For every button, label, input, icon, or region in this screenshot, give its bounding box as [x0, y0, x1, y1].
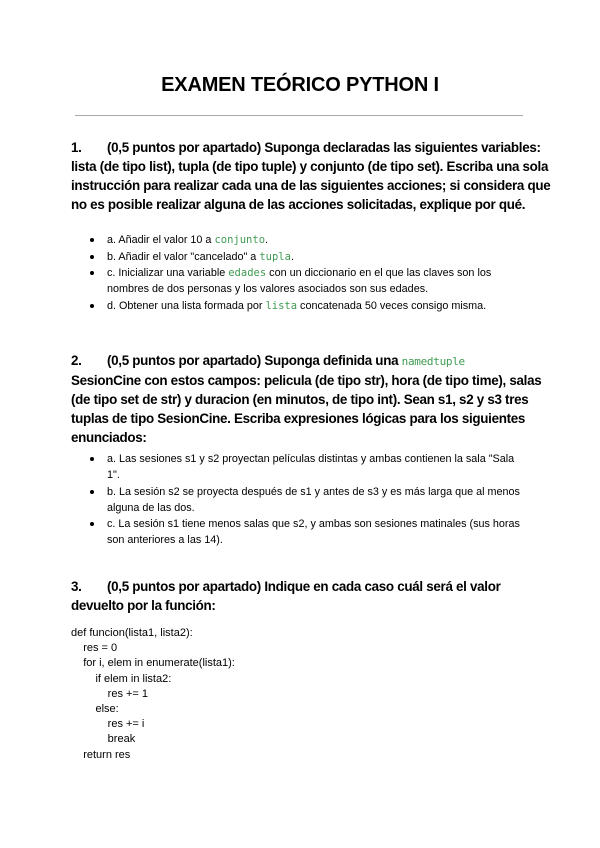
question-1-items [82, 232, 522, 314]
question-text: (0,5 puntos por apartado) Indique en cada caso cuál será el valor [107, 579, 501, 594]
question-1 [71, 138, 551, 214]
page-title: EXAMEN TEÓRICO PYTHON I [161, 74, 439, 96]
question-text: SesionCine con estos campos: pelicula (de tipo str), hora (de tipo time), salas [71, 373, 542, 388]
code-snippet: namedtuple [401, 355, 465, 368]
question-text: (de tipo set de str) y duracion (en minutos, de tipo int). Sean s1, s2 y s3 tres [71, 392, 529, 407]
question-text: instrucción para realizar cada una de las siguientes acciones; si considera que [71, 178, 551, 193]
code-snippet: lista [265, 299, 298, 312]
question-text: (0,5 puntos por apartado) Suponga definida una [107, 353, 402, 368]
list-item: c. Inicializar una variable edades con un diccionario en el que las claves son los nombres de dos personas y los valores asociados son sus edades. [82, 265, 522, 297]
question-text: tuplas de tipo SesionCine. Escriba expresiones lógicas para los siguientes [71, 411, 526, 426]
question-2 [71, 351, 541, 447]
list-item: b. Añadir el valor "cancelado" a tupla. [82, 249, 522, 265]
question-number: 2. [71, 353, 82, 368]
question-2-items [82, 451, 522, 549]
list-item: c. La sesión s1 tiene menos salas que s2, y ambas son sesiones matinales (sus horas son anteriores a las 14). [82, 516, 522, 548]
question-number: 3. [71, 579, 82, 594]
question-text: lista (de tipo list), tupla (de tipo tuple) y conjunto (de tipo set). Escriba una sola [71, 159, 549, 174]
question-text: enunciados: [71, 430, 147, 445]
code-snippet: tupla [259, 250, 291, 263]
list-item: b. La sesión s2 se proyecta después de s1 y antes de s3 y es más larga que al menos alguna de las dos. [82, 484, 522, 516]
list-item: d. Obtener una lista formada por lista concatenada 50 veces consigo misma. [82, 298, 522, 314]
divider [75, 115, 523, 116]
question-text: no es posible realizar alguna de las acciones solicitadas, explique por qué. [71, 197, 526, 212]
question-text: devuelto por la función: [71, 598, 216, 613]
question-number: 1. [71, 140, 82, 155]
question-text: (0,5 puntos por apartado) Suponga declaradas las siguientes variables: [107, 140, 541, 155]
question-3 [71, 577, 541, 615]
function-source-code: def funcion(lista1, lista2): res = 0 for i, elem in enumerate(lista1): if elem in lista2: res += 1 else: res += i break return res [71, 627, 235, 761]
list-item: a. Las sesiones s1 y s2 proyectan películas distintas y ambas contienen la sala "Sala 1". [82, 451, 522, 483]
list-item: a. Añadir el valor 10 a conjunto. [82, 232, 522, 248]
code-snippet: conjunto [214, 234, 266, 246]
code-snippet: edades [228, 267, 267, 279]
